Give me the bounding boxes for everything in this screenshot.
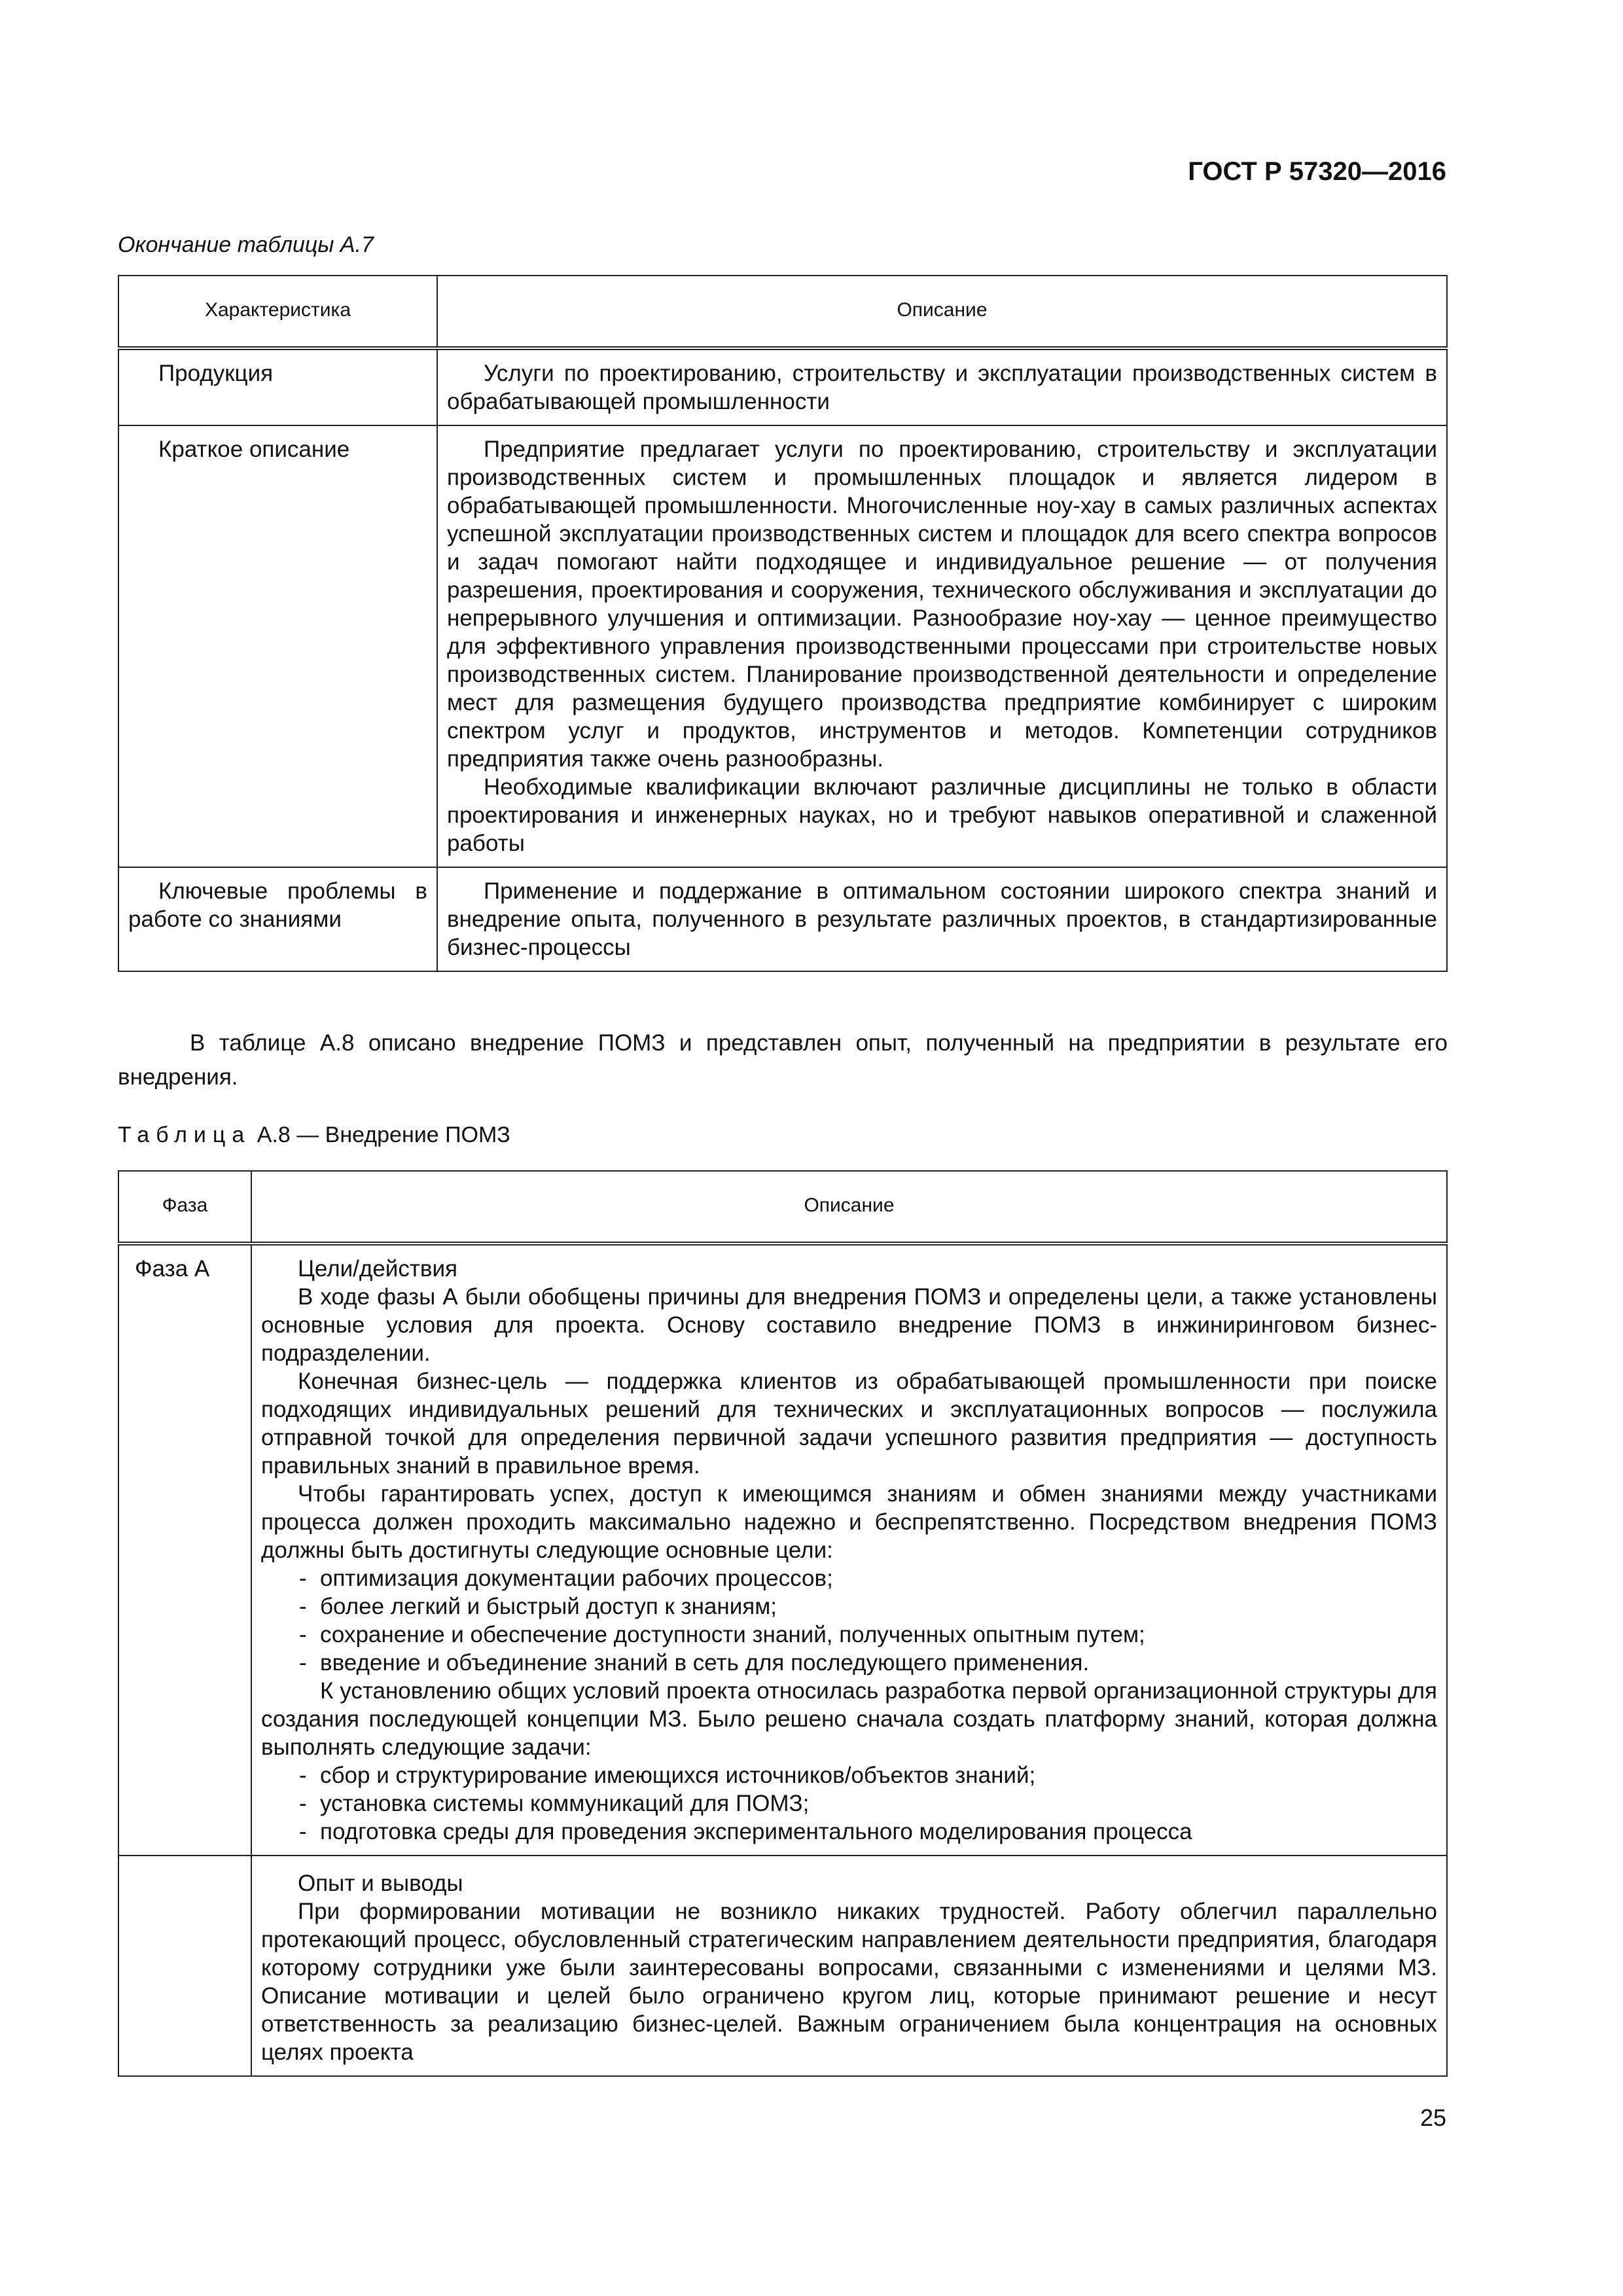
- column-header: Характеристика: [118, 276, 437, 348]
- paragraph: При формировании мотивации не возникло никаких трудностей. Работу облегчил параллельно протекающий процесс, обусловленный стратегическим направлением деятельности предприятия, благодаря которому сотрудники уже были заинтересованы вопросами, связанными с изменениями и целями МЗ. Описание мотивации и целей было ограничено кругом лиц, которые принимают решение и несут ответственность за реализацию бизнес-целей. Важным ограничением была концентрация на основных целях проекта: [261, 1899, 1437, 2065]
- list-item: - сбор и структурирование имеющихся источников/объектов знаний;: [320, 1761, 1437, 1789]
- row-description: [251, 1856, 1447, 2076]
- table-header-row: [118, 1171, 1447, 1244]
- row-description: [437, 348, 1447, 425]
- caption-prefix: Таблица: [118, 1122, 251, 1147]
- table-a7: [118, 275, 1448, 972]
- list-item: - сохранение и обеспечение доступности знаний, полученных опытным путем;: [320, 1621, 1437, 1649]
- standard-number: ГОСТ Р 57320—2016: [1188, 157, 1446, 186]
- list-item: - введение и объединение знаний в сеть для последующего применения.: [320, 1649, 1437, 1677]
- row-label: Ключевые проблемы в работе со знаниями: [118, 867, 437, 971]
- table-a8: [118, 1170, 1448, 2077]
- block-title: Опыт и выводы: [298, 1871, 463, 1896]
- list-item: - установка системы коммуникаций для ПОМЗ;: [320, 1789, 1437, 1818]
- column-header: Фаза: [118, 1171, 251, 1244]
- paragraph: В ходе фазы А были обобщены причины для внедрения ПОМЗ и определены цели, а также установлены основные условия для проекта. Основу составило внедрение ПОМЗ в инжиниринговом бизнес-подразделении.: [261, 1284, 1437, 1366]
- table-row: [118, 867, 1447, 971]
- phase-label-empty: [118, 1856, 251, 2076]
- phase-label: Фаза А: [118, 1244, 251, 1856]
- paragraph: К установлению общих условий проекта относилась разработка первой организационной структуры для создания последующей концепции МЗ. Было решено сначала создать платформу знаний, которая должна выполнять следующие задачи:: [261, 1678, 1437, 1760]
- paragraph: Применение и поддержание в оптимальном состоянии широкого спектра знаний и внедрение опыта, полученного в результате различных проектов, в стандартизированные бизнес-процессы: [447, 878, 1437, 960]
- row-description: [437, 867, 1447, 971]
- paragraph: Конечная бизнес-цель — поддержка клиентов из обрабатывающей промышленности при поиске подходящих индивидуальных решений для технических и эксплуатационных вопросов — послужила отправной точкой для определения первичной задачи успешного развития предприятия — доступность правильных знаний в правильное время.: [261, 1369, 1437, 1479]
- block-title: Цели/действия: [298, 1256, 457, 1282]
- tasks-list: [261, 1761, 1437, 1846]
- table-a8-caption: [118, 1122, 510, 1148]
- page-number: 25: [1419, 2104, 1446, 2131]
- goals-list: [261, 1564, 1437, 1677]
- table-row: [118, 1856, 1447, 2076]
- row-description: [437, 425, 1447, 867]
- column-header: Описание: [251, 1171, 1447, 1244]
- table-row: [118, 425, 1447, 867]
- table-row: [118, 348, 1447, 425]
- row-description: [251, 1244, 1447, 1856]
- paragraph: Предприятие предлагает услуги по проектированию, строительству и эксплуатации производственных систем и промышленных площадок и является лидером в обрабатывающей промышленности. Многочисленные ноу-хау в самых различных аспектах успешной эксплуатации производственных систем и площадок для всего спектра вопросов и задач помогают найти подходящее и индивидуальное решение — от получения разрешения, проектирования и сооружения, технического обслуживания и эксплуатации до непрерывного улучшения и оптимизации. Разнообразие ноу-хау — ценное преимущество для эффективного управления производственными процессами при строительстве новых производственных систем. Планирование производственной деятельности и определение мест для размещения будущего производства предприятие комбинирует с широким спектром услуг и продуктов, инструментов и методов. Компетенции сотрудников предприятия также очень разнообразны.: [447, 437, 1437, 772]
- intro-paragraph: В таблице А.8 описано внедрение ПОМЗ и представлен опыт, полученный на предприятии в результате его внедрения.: [118, 1030, 1448, 1090]
- row-label: Продукция: [118, 348, 437, 425]
- caption-title: А.8 — Внедрение ПОМЗ: [251, 1122, 510, 1147]
- row-label: Краткое описание: [118, 425, 437, 867]
- paragraph: Необходимые квалификации включают различные дисциплины не только в области проектирования и инженерных науках, но и требуют навыков оперативной и слаженной работы: [447, 774, 1437, 856]
- list-item: - подготовка среды для проведения экспериментального моделирования процесса: [320, 1818, 1437, 1846]
- table-row: [118, 1244, 1447, 1856]
- paragraph: Услуги по проектированию, строительству и эксплуатации производственных систем в обрабатывающей промышленности: [447, 361, 1437, 414]
- column-header: Описание: [437, 276, 1447, 348]
- list-item: - оптимизация документации рабочих процессов;: [320, 1564, 1437, 1592]
- table-header-row: [118, 276, 1447, 348]
- table-a7-caption: Окончание таблицы А.7: [118, 232, 374, 257]
- list-item: - более легкий и быстрый доступ к знаниям;: [320, 1592, 1437, 1621]
- paragraph: Чтобы гарантировать успех, доступ к имеющимся знаниям и обмен знаниями между участниками процесса должен проходить максимально надежно и беспрепятственно. Посредством внедрения ПОМЗ должны быть достигнуты следующие основные цели:: [261, 1481, 1437, 1563]
